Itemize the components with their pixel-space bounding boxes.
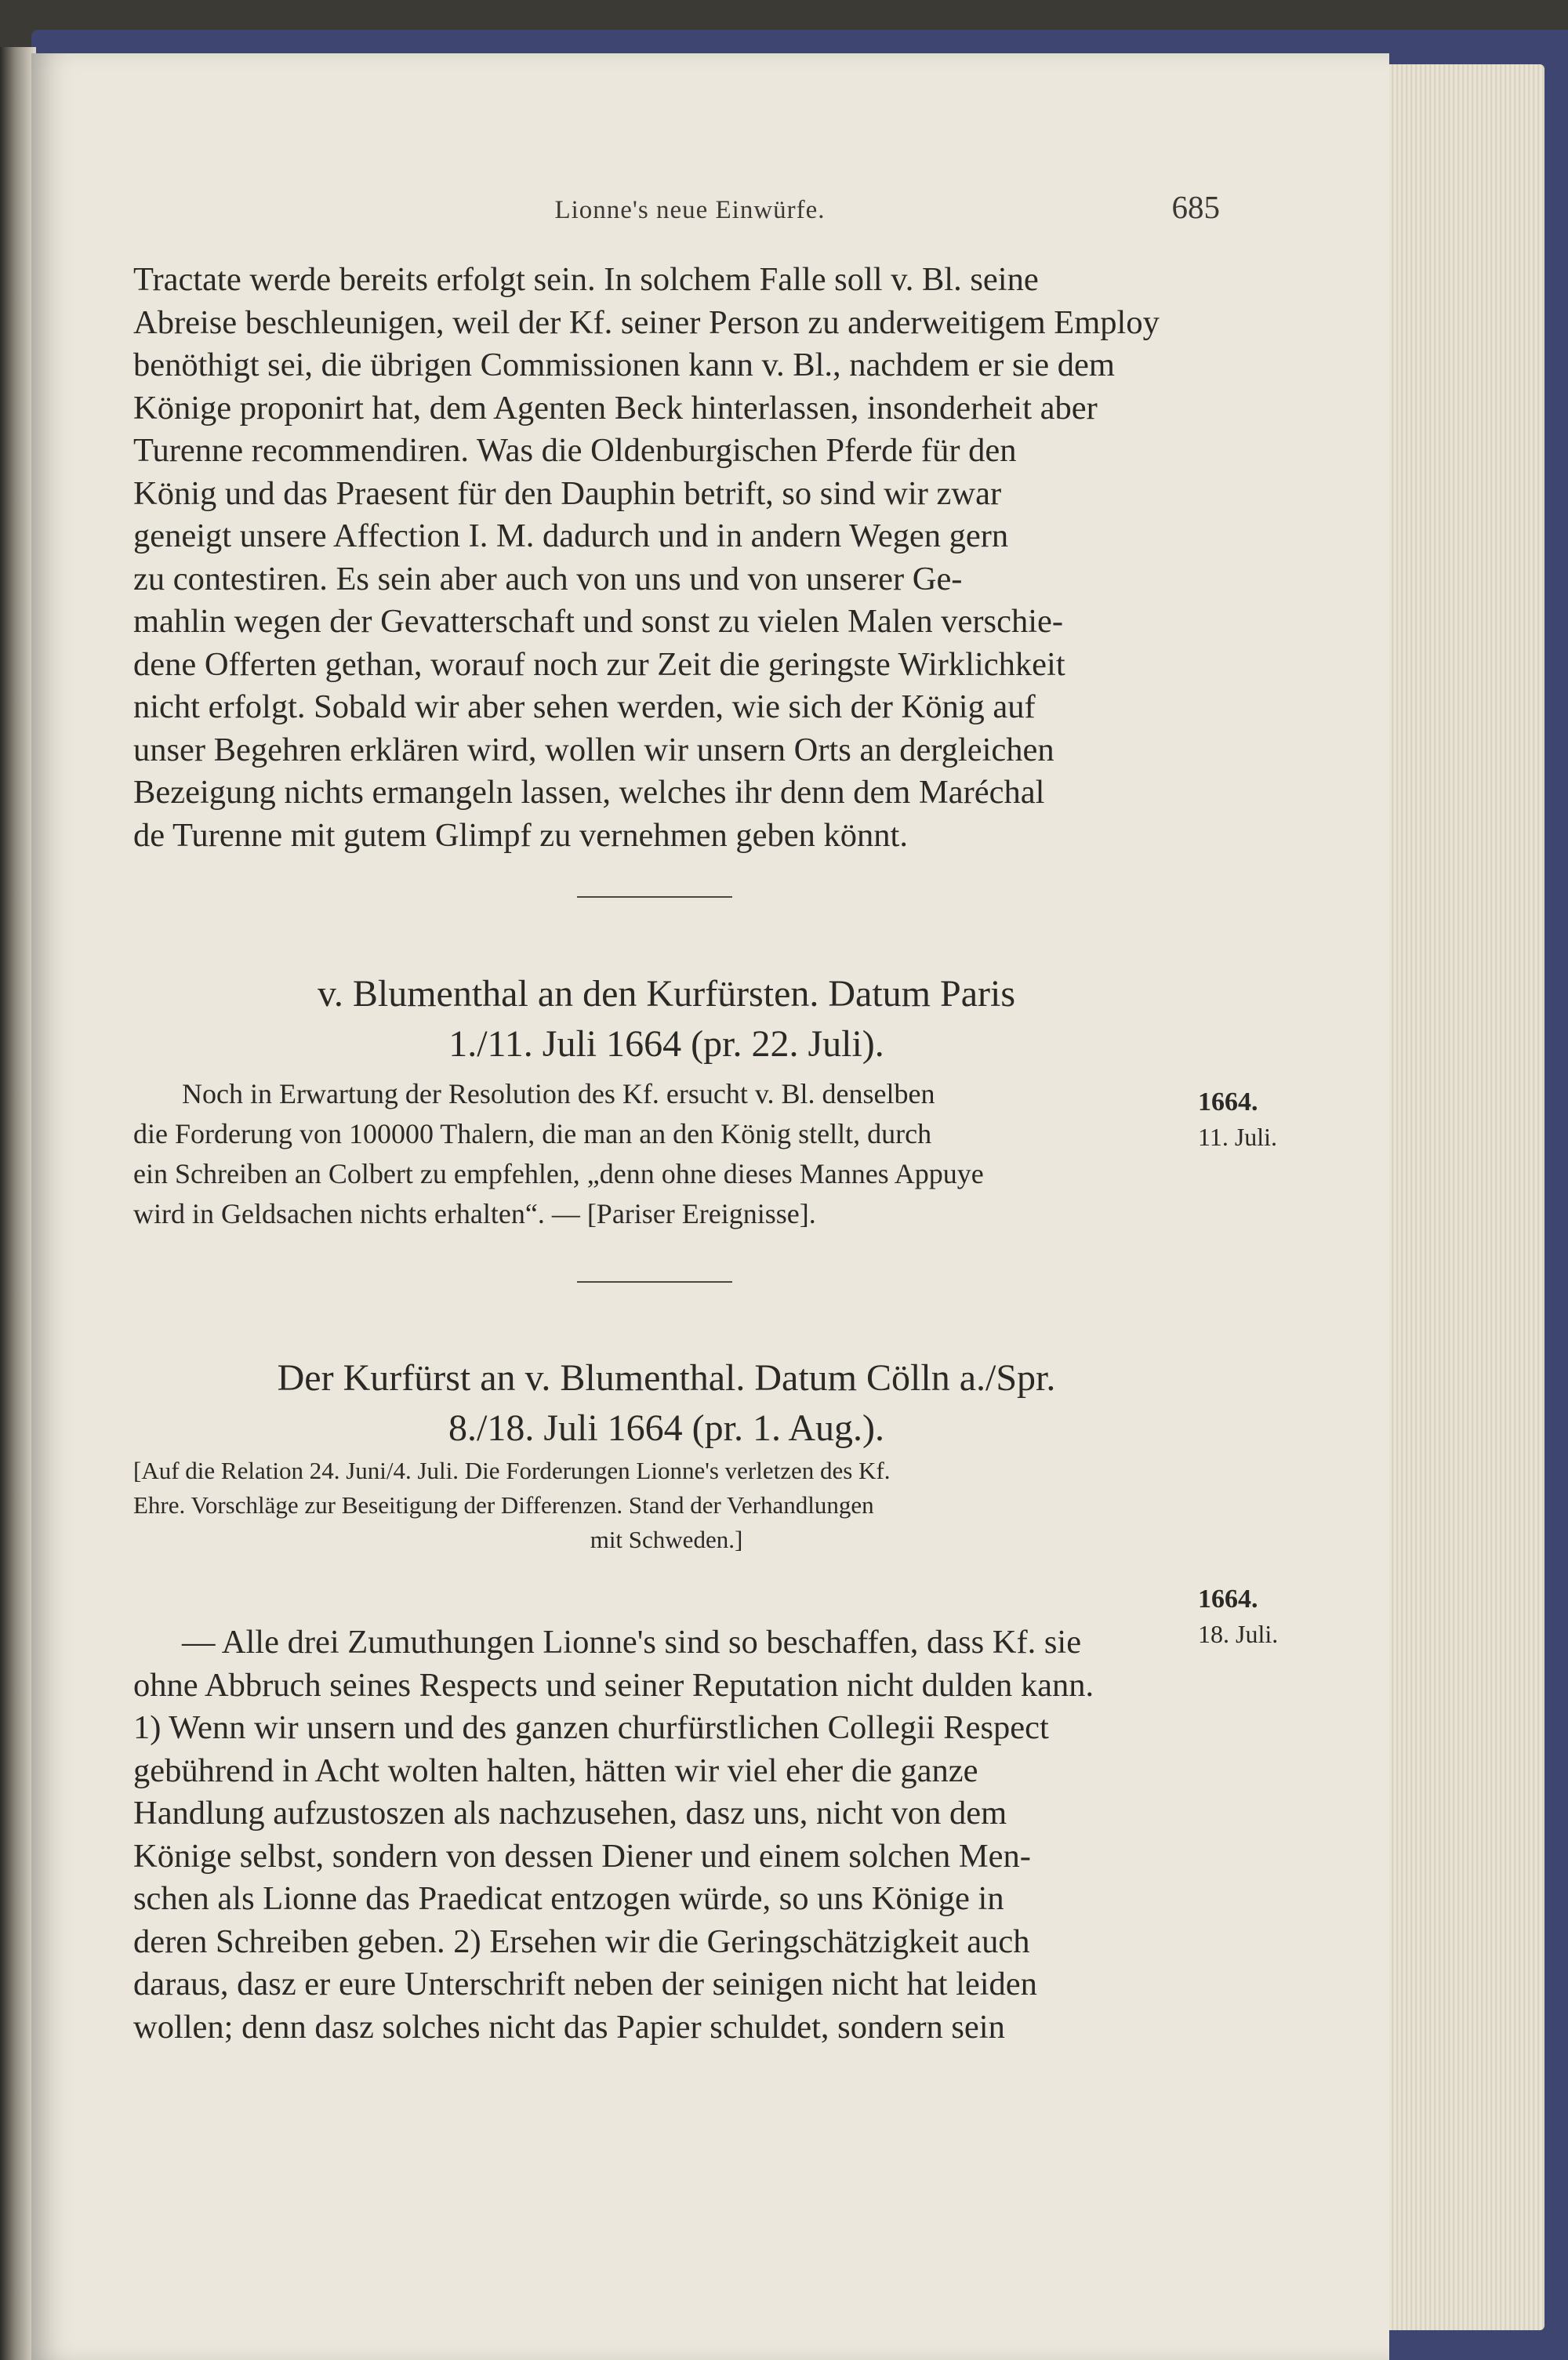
summary-line: die Forderung von 100000 Thalern, die man an den König stellt, durch xyxy=(133,1118,932,1149)
text-line: mahlin wegen der Gevatterschaft und sonst zu vielen Malen verschie- xyxy=(133,603,1064,640)
text-line: 1) Wenn wir unsern und des ganzen churfürstlichen Collegii Respect xyxy=(133,1709,1049,1746)
margin-year: 1664. xyxy=(1198,1585,1258,1614)
margin-day: 18. Juli. xyxy=(1198,1620,1279,1648)
text-line: Tractate werde bereits erfolgt sein. In solchem Falle soll v. Bl. seine xyxy=(133,261,1039,298)
running-header: Lionne's neue Einwürfe. xyxy=(554,196,826,224)
text-line: de Turenne mit gutem Glimpf zu vernehmen geben könnt. xyxy=(133,816,908,854)
summary-line: ein Schreiben an Colbert zu empfehlen, „denn ohne dieses Mannes Appuye xyxy=(133,1158,984,1189)
text-line: deren Schreiben geben. 2) Ersehen wir die Geringschätzigkeit auch xyxy=(133,1922,1030,1960)
summary-line: mit Schweden.] xyxy=(590,1526,743,1553)
text-line: zu contestiren. Es sein aber auch von uns und von unserer Ge- xyxy=(133,560,963,597)
text-line: Turenne recommendiren. Was die Oldenburgischen Pferde für den xyxy=(133,432,1017,469)
text-line: unser Begehren erklären wird, wollen wir unsern Orts an dergleichen xyxy=(133,731,1054,768)
summary-line: [Auf die Relation 24. Juni/4. Juli. Die Forderungen Lionne's verletzen des Kf. xyxy=(133,1457,891,1484)
text-line: König und das Praesent für den Dauphin betrift, so sind wir zwar xyxy=(133,474,1002,512)
text-line: geneigt unsere Affection I. M. dadurch und in andern Wegen gern xyxy=(133,517,1009,554)
text-line: Könige proponirt hat, dem Agenten Beck hinterlassen, insonderheit aber xyxy=(133,389,1098,427)
page-number: 685 xyxy=(1171,189,1220,225)
text-line: benöthigt sei, die übrigen Commissionen kann v. Bl., nachdem er sie dem xyxy=(133,347,1115,383)
summary-line: Ehre. Vorschläge zur Beseitigung der Differenzen. Stand der Verhandlungen xyxy=(133,1491,874,1519)
heading-line: v. Blumenthal an den Kurfürsten. Datum Paris xyxy=(317,973,1016,1015)
text-line: daraus, dasz er eure Unterschrift neben der seinigen nicht hat leiden xyxy=(133,1966,1037,2002)
paragraph-bottom xyxy=(133,1621,1200,2049)
section-summary-2 xyxy=(133,1454,1200,1557)
text-line: Handlung aufzustoszen als nachzusehen, dasz uns, nicht von dem xyxy=(133,1795,1007,1832)
section-divider xyxy=(577,896,732,898)
text-line: schen als Lionne das Praedicat entzogen würde, so uns Könige in xyxy=(133,1880,1004,1917)
heading-line: Der Kurfürst an v. Blumenthal. Datum Cölln a./Spr. xyxy=(277,1357,1056,1399)
margin-date-2 xyxy=(1198,1582,1339,1651)
section-heading-2 xyxy=(133,1353,1200,1454)
section-summary-1 xyxy=(133,1074,1200,1234)
text-line: gebührend in Acht wolten halten, hätten wir viel eher die ganze xyxy=(133,1752,978,1789)
summary-line: wird in Geldsachen nichts erhalten“. — [Pariser Ereignisse]. xyxy=(133,1198,816,1229)
text-line: Abreise beschleunigen, weil der Kf. seiner Person zu anderweitigem Employ xyxy=(133,303,1160,341)
paragraph-top xyxy=(133,259,1200,857)
margin-date-1 xyxy=(1198,1085,1339,1154)
heading-line: 8./18. Juli 1664 (pr. 1. Aug.). xyxy=(448,1407,884,1449)
page-edges xyxy=(1380,64,1544,2330)
text-line: nicht erfolgt. Sobald wir aber sehen werden, wie sich der König auf xyxy=(133,688,1036,725)
text-line: wollen; denn dasz solches nicht das Papier schuldet, sondern sein xyxy=(133,2008,1005,2046)
text-line: Bezeigung nichts ermangeln lassen, welches ihr denn dem Maréchal xyxy=(133,774,1045,811)
heading-line: 1./11. Juli 1664 (pr. 22. Juli). xyxy=(448,1023,884,1065)
text-line: Könige selbst, sondern von dessen Diener und einem solchen Men- xyxy=(133,1837,1031,1875)
margin-year: 1664. xyxy=(1198,1087,1258,1116)
section-divider xyxy=(577,1281,732,1283)
book-page xyxy=(31,53,1389,2360)
text-line: dene Offerten gethan, worauf noch zur Zeit die geringste Wirklichkeit xyxy=(133,645,1065,683)
summary-line: Noch in Erwartung der Resolution des Kf. ersucht v. Bl. denselben xyxy=(182,1078,935,1109)
text-line: — Alle drei Zumuthungen Lionne's sind so beschaffen, dass Kf. sie xyxy=(182,1624,1082,1661)
text-line: ohne Abbruch seines Respects und seiner Reputation nicht dulden kann. xyxy=(133,1666,1094,1704)
margin-day: 11. Juli. xyxy=(1198,1123,1278,1151)
section-heading-1 xyxy=(133,969,1200,1069)
